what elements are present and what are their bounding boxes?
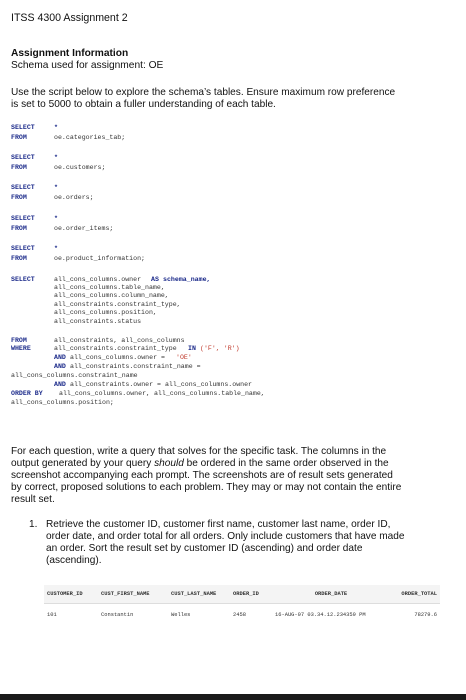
sql-table: oe.product_information; — [54, 255, 146, 262]
code-line: all_constraints.constraint_type, — [54, 301, 181, 308]
code-line — [11, 194, 94, 202]
section-heading: Assignment Information — [11, 48, 129, 59]
question-line: an order. Sort the result set by customer ID (ascending) and order date — [46, 543, 363, 554]
sql-order: all_cons_columns.owner, all_cons_columns.table_name, — [59, 390, 265, 397]
code-line — [11, 345, 240, 353]
column-header: ORDER_ID — [230, 585, 272, 604]
sql-keyword: FROM — [11, 255, 27, 262]
sql-keyword: SELECT — [11, 245, 35, 252]
code-line — [11, 184, 58, 192]
code-line — [11, 164, 106, 172]
sql-star: * — [54, 245, 58, 252]
code-line — [11, 337, 185, 345]
instructions-line: result set. — [11, 494, 55, 505]
sql-string: 'OE' — [176, 354, 192, 361]
question-text — [46, 519, 441, 567]
sql-keyword: AND — [54, 381, 66, 388]
code-line — [11, 276, 211, 284]
sql-table: oe.customers; — [54, 164, 106, 171]
sql-star: * — [54, 154, 58, 161]
sql-string: ('F', 'R') — [200, 345, 240, 352]
result-header-row — [44, 585, 440, 604]
code-line — [54, 381, 253, 389]
instructions-line: by correct, proposed solutions to each problem. They may or may not contain the entire — [11, 482, 402, 493]
schema-line: Schema used for assignment: OE — [11, 60, 164, 71]
column-header: ORDER_DATE — [272, 585, 390, 604]
code-line: all_cons_columns.position; — [11, 399, 114, 406]
sql-keyword: AND — [54, 354, 66, 361]
question-line: Retrieve the customer ID, customer first name, customer last name, order ID, — [46, 519, 391, 530]
text-run: be ordered in the same order observed in the — [183, 458, 389, 469]
sql-keyword: FROM — [11, 194, 27, 201]
sql-condition: all_cons_columns.owner = — [70, 354, 165, 361]
sql-keyword: SELECT — [11, 184, 35, 191]
code-line — [11, 255, 146, 263]
text-run: output generated by your query — [11, 458, 155, 469]
code-line: all_constraints.status — [54, 318, 142, 325]
sql-keyword: SELECT — [11, 215, 35, 222]
sql-keyword: FROM — [11, 164, 27, 171]
sql-condition: all_constraints.owner = all_cons_columns.owner — [70, 381, 253, 388]
sql-keyword: IN — [188, 345, 196, 352]
code-line — [11, 390, 265, 398]
sql-star: * — [54, 124, 58, 131]
document-title: ITSS 4300 Assignment 2 — [11, 12, 128, 24]
instructions-paragraph — [11, 446, 457, 506]
code-line: all_cons_columns.position, — [54, 309, 157, 316]
sql-keyword: SELECT — [11, 124, 35, 131]
intro-paragraph — [11, 87, 457, 111]
sql-keyword: FROM — [11, 134, 27, 141]
column-header: CUST_LAST_NAME — [168, 585, 230, 604]
sql-table: oe.orders; — [54, 194, 94, 201]
code-line — [54, 363, 201, 371]
sql-keyword: SELECT — [11, 276, 35, 283]
sql-condition: all_constraints.constraint_type — [54, 345, 177, 352]
code-line: all_cons_columns.constraint_name — [11, 372, 138, 379]
code-line — [11, 215, 58, 223]
code-line: all_cons_columns.column_name, — [54, 292, 169, 299]
sql-keyword: AND — [54, 363, 66, 370]
table-cell: 2458 — [233, 612, 246, 618]
instructions-line: For each question, write a query that solves for the specific task. The columns in the — [11, 446, 387, 457]
table-cell: 101 — [47, 612, 57, 618]
table-cell: Constantin — [101, 612, 134, 618]
question-line: order date, and order total for all orders. Only include customers that have made — [46, 531, 405, 542]
sql-star: * — [54, 215, 58, 222]
code-line — [11, 245, 58, 253]
sql-alias: schema_name, — [163, 276, 211, 283]
sql-condition: all_constraints.constraint_name = — [70, 363, 201, 370]
sql-table: oe.categories_tab; — [54, 134, 126, 141]
sql-table: all_constraints, all_cons_columns — [54, 337, 185, 344]
sql-keyword: SELECT — [11, 154, 35, 161]
question-number: 1. — [29, 519, 38, 530]
sql-keyword: WHERE — [11, 345, 31, 352]
table-cell: 16-AUG-07 03.34.12.234359 PM — [275, 612, 366, 618]
emphasis-text: should — [154, 458, 184, 469]
sql-keyword: ORDER BY — [11, 390, 43, 397]
result-table — [44, 585, 440, 626]
sql-column: all_cons_columns.owner — [54, 276, 142, 283]
column-header: CUSTOMER_ID — [44, 585, 98, 604]
question-line: (ascending). — [46, 555, 102, 566]
intro-line: is set to 5000 to obtain a fuller understanding of each table. — [11, 99, 276, 110]
intro-line: Use the script below to explore the schema’s tables. Ensure maximum row preference — [11, 87, 396, 98]
sql-keyword: FROM — [11, 337, 27, 344]
code-line — [11, 124, 58, 132]
code-line — [11, 225, 114, 233]
sql-star: * — [54, 184, 58, 191]
column-header: CUST_FIRST_NAME — [98, 585, 168, 604]
sql-keyword: AS — [151, 276, 159, 283]
table-cell: Welles — [171, 612, 191, 618]
code-line — [54, 354, 192, 362]
code-line — [11, 134, 126, 142]
bottom-edge-bar — [0, 694, 466, 700]
column-header: ORDER_TOTAL — [390, 585, 440, 604]
instructions-line: screenshot accompanying each prompt. The screenshots are of result sets generated — [11, 470, 393, 481]
code-line — [11, 154, 58, 162]
instructions-line — [11, 458, 457, 470]
table-row — [44, 604, 440, 627]
sql-keyword: FROM — [11, 225, 27, 232]
code-line: all_cons_columns.table_name, — [54, 284, 165, 291]
sql-table: oe.order_items; — [54, 225, 114, 232]
table-cell: 78279.6 — [414, 612, 437, 618]
